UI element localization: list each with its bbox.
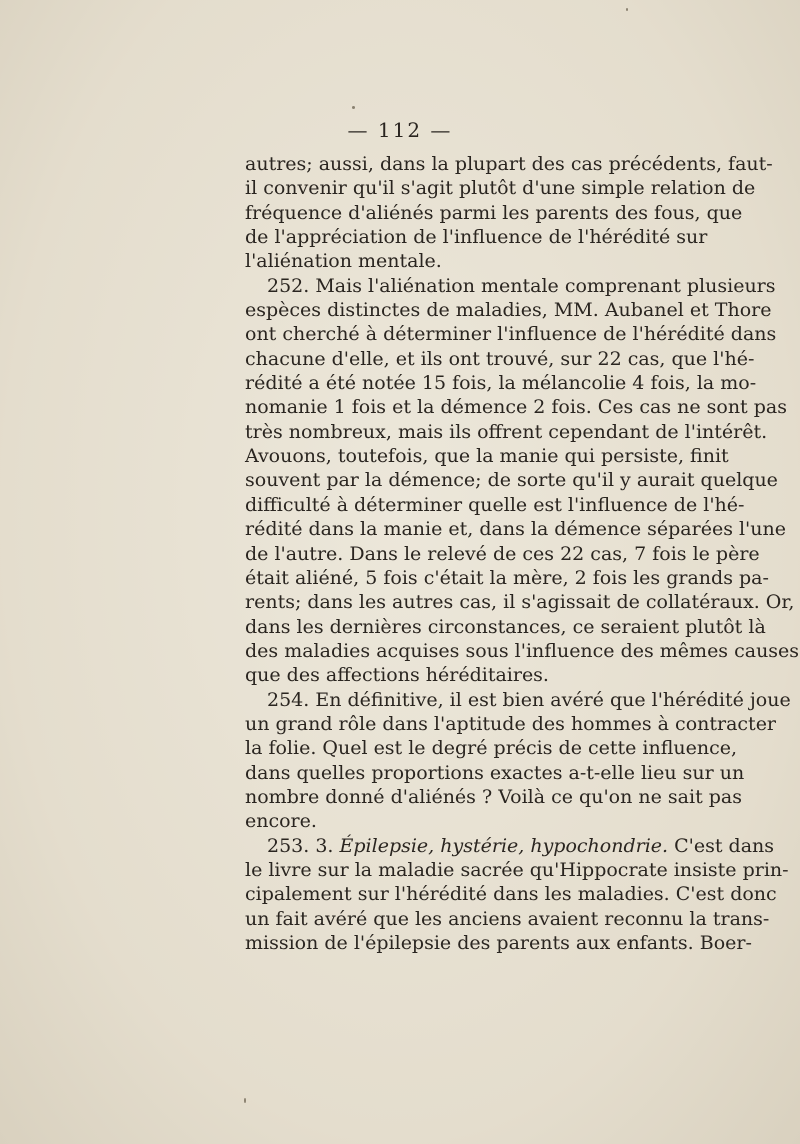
text-line: [245, 152, 773, 176]
text-line-content: difficulté à déterminer quelle est l'influence de l'hé-: [245, 493, 745, 516]
text-line-content: un fait avéré que les anciens avaient reconnu la trans-: [245, 907, 770, 930]
text-line-content: la folie. Quel est le degré précis de cette influence,: [245, 737, 738, 760]
text-line: [245, 225, 708, 249]
section-heading-italic: Épilepsie, hystérie, hypochondrie.: [339, 834, 669, 857]
text-line: [245, 615, 766, 639]
text-line: [245, 493, 745, 517]
text-line-content: espèces distinctes de maladies, MM. Aubanel et Thore: [245, 299, 772, 322]
text-line-content: encore.: [245, 810, 317, 833]
paper-speck: [352, 106, 355, 109]
text-line: [245, 517, 786, 541]
text-line-content: rents; dans les autres cas, il s'agissait de collatéraux. Or,: [245, 591, 795, 614]
text-line: [245, 249, 697, 273]
text-line: [245, 298, 772, 322]
text-line-rest: C'est dans: [668, 834, 775, 857]
text-line: [245, 468, 778, 492]
text-line: [245, 176, 756, 200]
text-line: [245, 688, 791, 712]
text-line-content: dans quelles proportions exactes a-t-elle lieu sur un: [245, 761, 745, 784]
body-text: [245, 152, 800, 955]
text-line: [245, 809, 697, 833]
text-line-content: dans les dernières circonstances, ce seraient plutôt là: [245, 615, 766, 638]
text-line: [245, 347, 755, 371]
text-line-content: rédité a été notée 15 fois, la mélancolie 4 fois, la mo-: [245, 372, 757, 395]
text-line: [245, 542, 760, 566]
text-line: [245, 322, 777, 346]
text-line-content: mission de l'épilepsie des parents aux enfants. Boer-: [245, 932, 752, 954]
text-line-content: était aliéné, 5 fois c'était la mère, 2 fois les grands pa-: [245, 566, 769, 589]
text-line: [245, 907, 770, 931]
text-line-content: 253. 3.: [267, 834, 340, 857]
text-line: [245, 858, 789, 882]
text-line: [245, 785, 742, 809]
paper-speck: [626, 8, 628, 11]
text-line: [245, 274, 776, 298]
text-line: [245, 590, 795, 614]
text-line: [245, 420, 768, 444]
text-line-content: de l'autre. Dans le relevé de ces 22 cas, 7 fois le père: [245, 542, 760, 565]
text-line-content: chacune d'elle, et ils ont trouvé, sur 22 cas, que l'hé-: [245, 347, 755, 370]
text-line-content: 254. En définitive, il est bien avéré que l'hérédité joue: [267, 688, 791, 711]
text-line: [245, 712, 777, 736]
page-number-header: — 112 —: [347, 118, 453, 142]
text-line: [245, 395, 787, 419]
text-line: [245, 566, 769, 590]
text-line-content: nombre donné d'aliénés ? Voilà ce qu'on ne sait pas: [245, 785, 742, 808]
text-line: [245, 371, 757, 395]
text-line: [245, 444, 729, 468]
text-line-content: très nombreux, mais ils offrent cependant de l'intérêt.: [245, 420, 768, 443]
text-line-content: il convenir qu'il s'agit plutôt d'une simple relation de: [245, 177, 756, 200]
text-line: [245, 201, 743, 225]
text-line-content: rédité dans la manie et, dans la démence séparées l'une: [245, 518, 786, 541]
text-line-content: le livre sur la maladie sacrée qu'Hippocrate insiste prin-: [245, 858, 789, 881]
text-line-content: des maladies acquises sous l'influence des mêmes causes: [245, 639, 800, 662]
text-line-content: de l'appréciation de l'influence de l'hérédité sur: [245, 226, 708, 249]
text-line-content: Avouons, toutefois, que la manie qui persiste, finit: [245, 445, 729, 468]
text-line-content: 252. Mais l'aliénation mentale comprenant plusieurs: [267, 274, 776, 297]
text-line: [245, 736, 738, 760]
text-line: [245, 663, 697, 687]
text-line: [245, 761, 745, 785]
text-line-content: fréquence d'aliénés parmi les parents des fous, que: [245, 201, 743, 224]
text-line-content: souvent par la démence; de sorte qu'il y aurait quelque: [245, 469, 778, 492]
text-line-content: nomanie 1 fois et la démence 2 fois. Ces cas ne sont pas: [245, 396, 787, 419]
text-line: [245, 882, 777, 906]
text-line: [245, 931, 752, 955]
text-line-content: autres; aussi, dans la plupart des cas précédents, faut-: [245, 153, 773, 175]
text-line-content: un grand rôle dans l'aptitude des hommes à contracter: [245, 712, 777, 735]
text-line-content: l'aliénation mentale.: [245, 250, 442, 273]
text-line: [245, 834, 775, 858]
text-line-content: ont cherché à déterminer l'influence de l'hérédité dans: [245, 323, 777, 346]
text-line: [245, 639, 800, 663]
text-line-content: cipalement sur l'hérédité dans les maladies. C'est donc: [245, 883, 777, 906]
paper-speck: [244, 1098, 246, 1103]
text-line-content: que des affections héréditaires.: [245, 664, 549, 687]
